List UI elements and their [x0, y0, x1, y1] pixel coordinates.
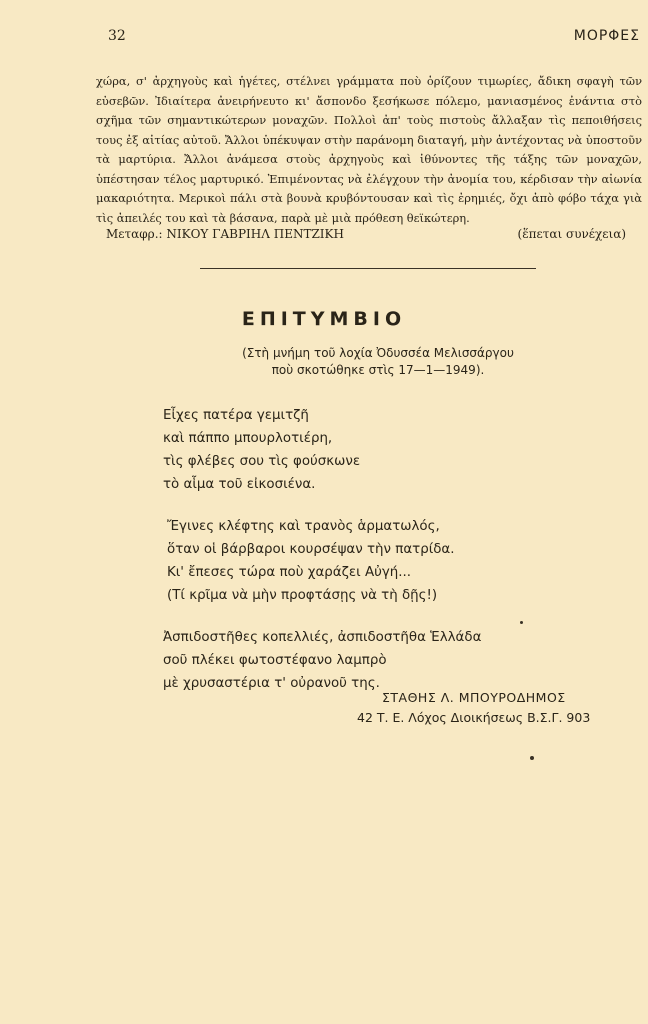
poem-stanza-2 — [167, 515, 455, 607]
dedication-line: (Στὴ μνήμη τοῦ λοχία Ὀδυσσέα Μελισσάργου — [242, 346, 514, 360]
section-divider — [200, 268, 536, 269]
page-number: 32 — [108, 28, 126, 44]
dedication-line: ποὺ σκοτώθηκε στὶς 17—1—1949). — [271, 363, 485, 377]
poem-line: (Τί κρῖμα νὰ μὴν προφτάσῃς νὰ τὴ δῇς!) — [167, 588, 438, 603]
ink-speck — [520, 621, 523, 624]
poem-line: μὲ χρυσαστέρια τ' οὐρανοῦ της. — [163, 676, 380, 691]
running-title: ΜΟΡΦΕΣ — [573, 28, 640, 44]
poem-title: ΕΠΙΤΥΜΒΙΟ — [241, 308, 407, 330]
prose-paragraph: χώρα, σ' ἀρχηγοὺς καὶ ἡγέτες, στέλνει γράμματα ποὺ ὁρίζουν τιμωρίες, ἄδικη σφαγὴ τῶν εὐσεβῶν. Ἰδιαίτερα ἀνειρήνευτο κι' ἄσπονδο ξεσήκωσε πόλεμο, μανιασμένος ἐνάντια στὸ σχῆμα τῶν σημαντικώτερων μοναχῶν. Πολλοὶ ἀπ' τοὺς πιστοὺς ἄλλαξαν τὶς πεποιθήσεις τους ἐξ αἰτίας αὐτοῦ. Ἄλλοι ὑπέκυψαν στὴν παράνομη διαταγή, μὴν ἀντέχοντας νὰ ὑποστοῦν τὰ μαρτύρια. Ἄλλοι ἀνάμεσα στοὺς ἀρχηγοὺς καὶ ἰθύνοντες τῆς τάξης τῶν μοναχῶν, ὑπέστησαν τέλος μαρτυρικό. Ἐπιμένοντας νὰ ἐλέγχουν τὴν ἀνομία του, κέρδισαν τὴν αἰωνία μακαριότητα. Μερικοὶ πάλι στὰ βουνὰ κρυβόντουσαν καὶ τὶς ἐρημιές, ὄχι ἀπὸ φόβο τάχα γιὰ τὶς ἀπειλές του καὶ τὰ βάσανα, παρὰ μὲ μιὰ πρόθεση θεϊκώτερη. — [96, 74, 642, 225]
poem-line: σοῦ πλέκει φωτοστέφανο λαμπρὸ — [163, 653, 387, 668]
poem-line: Εἶχες πατέρα γεμιτζῆ — [163, 408, 309, 423]
poem-stanza-3 — [163, 626, 481, 695]
poem-line: τὸ αἷμα τοῦ εἰκοσιένα. — [163, 477, 316, 492]
author-unit: 42 Τ. Ε. Λόχος Διοικήσεως Β.Σ.Γ. 903 — [357, 710, 591, 725]
translator-credit: Μεταφρ.: ΝΙΚΟΥ ΓΑΒΡΙΗΛ ΠΕΝΤΖΙΚΗ — [106, 227, 344, 241]
prose-block — [96, 72, 642, 228]
poem-line: Κι' ἔπεσες τώρα ποὺ χαράζει Αὐγή... — [167, 565, 412, 580]
ink-speck — [530, 756, 534, 760]
poem-line: Ἀσπιδοστῆθες κοπελλιές, ἀσπιδοστῆθα Ἑλλάδα — [163, 630, 482, 645]
poem-line: τὶς φλέβες σου τὶς φούσκωνε — [163, 454, 361, 469]
author-signature: ΣΤΑΘΗΣ Λ. ΜΠΟΥΡΟΔΗΜΟΣ — [382, 690, 566, 705]
poem-line: Ἔγινες κλέφτης καὶ τρανὸς ἁρματωλός, — [167, 519, 440, 534]
page-header — [0, 28, 648, 48]
poem-stanza-1 — [163, 404, 360, 496]
continued-note: (ἕπεται συνέχεια) — [517, 227, 626, 241]
poem-dedication — [178, 345, 578, 379]
credit-row — [106, 227, 626, 247]
poem-line: καὶ πάππο μπουρλοτιέρη, — [163, 431, 333, 446]
poem-line: ὅταν οἱ βάρβαροι κουρσέψαν τὴν πατρίδα. — [167, 542, 455, 557]
